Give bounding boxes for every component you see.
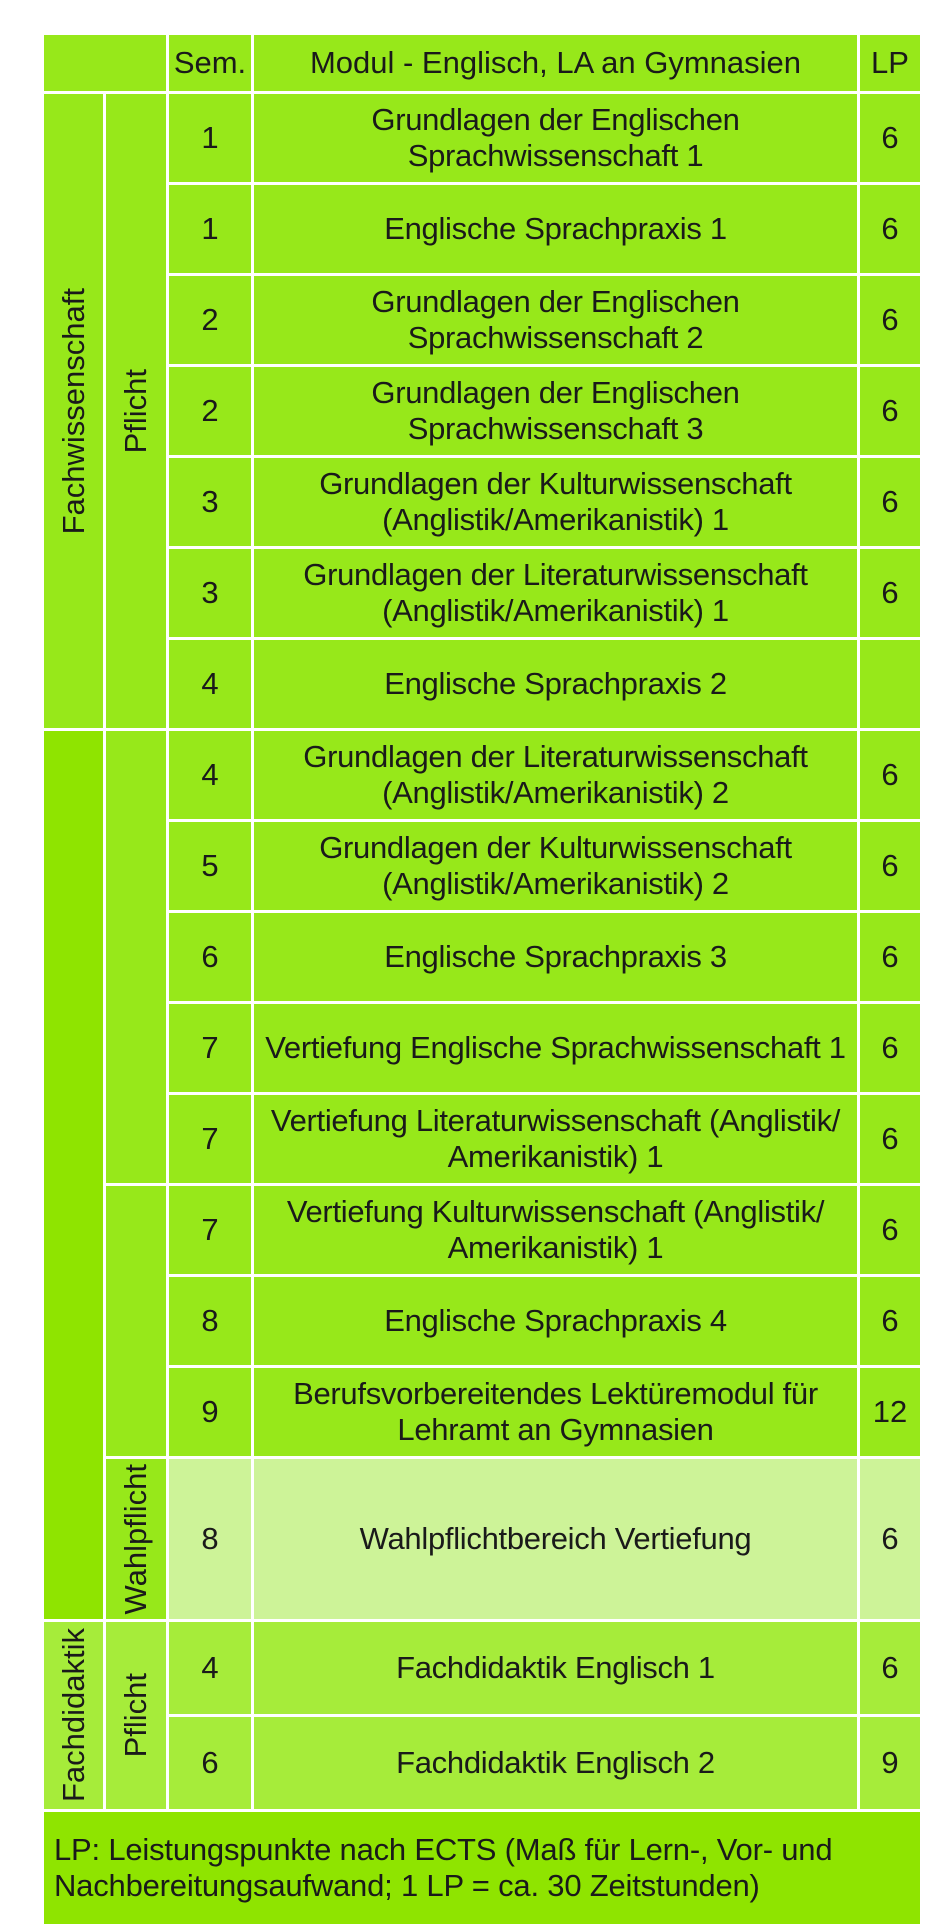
row-lp: 6 bbox=[860, 549, 920, 637]
row-sem: 1 bbox=[169, 185, 251, 273]
row-sem: 7 bbox=[169, 1186, 251, 1274]
row-sem: 9 bbox=[169, 1368, 251, 1456]
row-lp: 12 bbox=[860, 1368, 920, 1456]
row-sem: 3 bbox=[169, 549, 251, 637]
row-module: Grundlagen der Englischen Sprachwissenschaft 1 bbox=[254, 94, 857, 182]
header-sem: Sem. bbox=[169, 35, 251, 91]
row-module: Englische Sprachpraxis 4 bbox=[254, 1277, 857, 1365]
row-sem: 1 bbox=[169, 94, 251, 182]
group-pflicht-label: Pflicht bbox=[118, 368, 154, 454]
row-sem: 3 bbox=[169, 458, 251, 546]
group-fachwissenschaft bbox=[44, 94, 103, 728]
row-module: Grundlagen der Literaturwissenschaft (Anglistik/Amerikanistik) 2 bbox=[254, 731, 857, 819]
row-lp: 6 bbox=[860, 1095, 920, 1183]
group-fachdidaktik-label: Fachdidaktik bbox=[55, 1628, 91, 1803]
row-sem: 2 bbox=[169, 367, 251, 455]
row-lp: 6 bbox=[860, 913, 920, 1001]
row-module: Berufsvorbereitendes Lektüremodul für Lehramt an Gymnasien bbox=[254, 1368, 857, 1456]
row-sem: 5 bbox=[169, 822, 251, 910]
row-lp: 6 bbox=[860, 1277, 920, 1365]
row-module: Fachdidaktik Englisch 1 bbox=[254, 1622, 857, 1714]
row-lp: 9 bbox=[860, 1717, 920, 1809]
row-module: Grundlagen der Englischen Sprachwissenschaft 2 bbox=[254, 276, 857, 364]
group-wahlpflicht bbox=[106, 1459, 166, 1619]
row-lp: 6 bbox=[860, 731, 920, 819]
header-blank bbox=[44, 35, 166, 91]
row-sem: 4 bbox=[169, 1622, 251, 1714]
row-lp: 6 bbox=[860, 822, 920, 910]
row-sem: 7 bbox=[169, 1095, 251, 1183]
group-pflicht-cont-2 bbox=[106, 1186, 166, 1456]
module-table bbox=[41, 32, 909, 1903]
group-fachdidaktik bbox=[44, 1622, 103, 1809]
row-lp: 6 bbox=[860, 1186, 920, 1274]
row-module: Grundlagen der Kulturwissenschaft (Anglistik/Amerikanistik) 2 bbox=[254, 822, 857, 910]
row-lp: 6 bbox=[860, 94, 920, 182]
footnote: LP: Leistungspunkte nach ECTS (Maß für Lern-, Vor- und Nachbereitungsaufwand; 1 LP = ca. 30 Zeitstunden) bbox=[44, 1812, 920, 1924]
row-lp: 6 bbox=[860, 185, 920, 273]
row-lp: 6 bbox=[860, 1004, 920, 1092]
row-module: Englische Sprachpraxis 3 bbox=[254, 913, 857, 1001]
row-sem: 6 bbox=[169, 1717, 251, 1809]
group-pflicht bbox=[106, 94, 166, 728]
header-module: Modul - Englisch, LA an Gymnasien bbox=[254, 35, 857, 91]
row-module: Vertiefung Kulturwissenschaft (Anglistik/ Amerikanistik) 1 bbox=[254, 1186, 857, 1274]
row-lp bbox=[860, 640, 920, 728]
group-fachwissenschaft-cont bbox=[44, 731, 103, 1619]
group-fachwissenschaft-label: Fachwissenschaft bbox=[55, 287, 91, 535]
group-wahlpflicht-label: Wahlpflicht bbox=[118, 1463, 154, 1615]
row-sem: 7 bbox=[169, 1004, 251, 1092]
header-lp: LP bbox=[860, 35, 920, 91]
row-module: Wahlpflichtbereich Vertiefung bbox=[254, 1459, 857, 1619]
row-sem: 4 bbox=[169, 731, 251, 819]
row-lp: 6 bbox=[860, 1622, 920, 1714]
row-module: Grundlagen der Literaturwissenschaft (Anglistik/Amerikanistik) 1 bbox=[254, 549, 857, 637]
group-pflicht-fachdidaktik bbox=[106, 1622, 166, 1809]
row-lp: 6 bbox=[860, 1459, 920, 1619]
row-module: Grundlagen der Englischen Sprachwissenschaft 3 bbox=[254, 367, 857, 455]
row-sem: 8 bbox=[169, 1277, 251, 1365]
group-pflicht-fachdidaktik-label: Pflicht bbox=[118, 1673, 154, 1758]
group-pflicht-cont bbox=[106, 731, 166, 1183]
row-sem: 8 bbox=[169, 1459, 251, 1619]
row-sem: 2 bbox=[169, 276, 251, 364]
row-module: Englische Sprachpraxis 2 bbox=[254, 640, 857, 728]
row-module: Vertiefung Literaturwissenschaft (Anglistik/ Amerikanistik) 1 bbox=[254, 1095, 857, 1183]
row-sem: 6 bbox=[169, 913, 251, 1001]
row-lp: 6 bbox=[860, 367, 920, 455]
row-module: Englische Sprachpraxis 1 bbox=[254, 185, 857, 273]
row-lp: 6 bbox=[860, 276, 920, 364]
row-lp: 6 bbox=[860, 458, 920, 546]
row-sem: 4 bbox=[169, 640, 251, 728]
row-module: Vertiefung Englische Sprachwissenschaft 1 bbox=[254, 1004, 857, 1092]
row-module: Fachdidaktik Englisch 2 bbox=[254, 1717, 857, 1809]
row-module: Grundlagen der Kulturwissenschaft (Anglistik/Amerikanistik) 1 bbox=[254, 458, 857, 546]
